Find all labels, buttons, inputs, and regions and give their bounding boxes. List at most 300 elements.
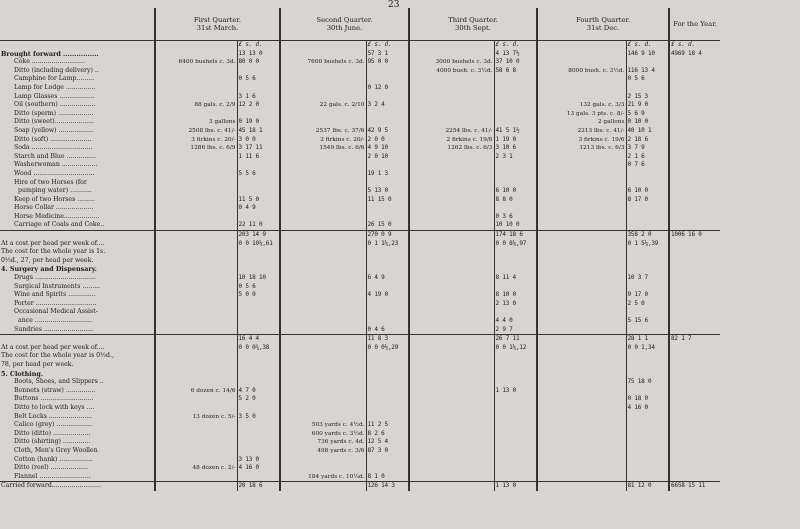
quantity-cell — [409, 473, 494, 482]
quantity-cell — [280, 404, 366, 413]
amount-cell: 0 0 0½,29 — [366, 344, 409, 353]
amount-cell — [669, 473, 720, 482]
quantity-cell — [280, 326, 366, 335]
amount-cell: 58 6 8 — [494, 67, 537, 76]
lsd-header-q2: £ s. d. — [366, 41, 409, 50]
amount-cell — [494, 265, 537, 274]
amount-cell: 2 0 10 — [366, 153, 409, 162]
amount-cell — [626, 473, 669, 482]
row-label: Porter ............................... — [14, 299, 97, 307]
amount-cell: 12 5 4 — [366, 438, 409, 447]
amount-cell — [366, 456, 409, 465]
amount-cell: 3 7 9 — [626, 144, 669, 153]
quantity-cell — [537, 161, 626, 170]
amount-cell — [494, 464, 537, 473]
quantity-cell — [537, 204, 626, 213]
amount-cell — [669, 430, 720, 439]
quantity-cell — [409, 118, 494, 127]
amount-cell — [626, 308, 669, 317]
table-row — [0, 404, 720, 413]
quantity-cell — [537, 248, 626, 257]
table-row — [0, 84, 720, 93]
quantity-cell: 498 yards c. 3/6 — [280, 447, 366, 456]
amount-cell — [494, 118, 537, 127]
quantity-cell — [280, 413, 366, 422]
amount-cell — [366, 75, 409, 84]
amount-cell: 358 2 0 — [626, 231, 669, 240]
quantity-cell — [280, 196, 366, 205]
amount-cell — [669, 352, 720, 361]
row-label: Oil (southern) .................. — [14, 101, 96, 109]
amount-cell: 3 13 0 — [237, 456, 280, 465]
row-label: Horse Medicine.................. — [14, 212, 100, 220]
amount-cell — [669, 204, 720, 213]
table-row — [0, 361, 720, 370]
amount-cell: 4 4 0 — [494, 317, 537, 326]
quantity-cell — [155, 67, 237, 76]
amount-cell — [366, 265, 409, 274]
amount-cell: 10 3 7 — [626, 274, 669, 283]
amount-cell: 22 11 0 — [237, 221, 280, 230]
amount-cell — [669, 221, 720, 230]
amount-cell — [669, 58, 720, 67]
amount-cell: 1 19 0 — [494, 136, 537, 145]
quantity-cell — [280, 308, 366, 317]
amount-cell — [494, 395, 537, 404]
quantity-cell — [155, 378, 237, 387]
q2-header: Second Quarter. 30th June. — [280, 8, 409, 41]
row-label: Coke ........................... — [14, 58, 85, 66]
amount-cell: 4 9 10 — [366, 144, 409, 153]
amount-cell — [626, 170, 669, 179]
amount-cell: 203 14 9 — [237, 231, 280, 240]
quantity-cell: 7600 bushels c. 3d. — [280, 58, 366, 67]
amount-cell: 75 18 0 — [626, 378, 669, 387]
quantity-cell — [537, 344, 626, 353]
amount-cell: 5 15 6 — [626, 317, 669, 326]
quantity-cell — [280, 75, 366, 84]
amount-cell: 8 17 0 — [626, 196, 669, 205]
row-label: Ditto (including delivery) .. — [14, 66, 99, 74]
row-label: Ditto (sperm) .................. — [14, 109, 94, 117]
amount-cell: 13 13 0 — [237, 50, 280, 59]
row-label: Starch and Blue ............... — [14, 152, 97, 160]
amount-cell: 0 4 6 — [366, 326, 409, 335]
quantity-cell — [537, 404, 626, 413]
quantity-cell — [280, 291, 366, 300]
amount-cell — [237, 317, 280, 326]
amount-cell: 5 13 0 — [366, 187, 409, 196]
amount-cell: 8 10 0 — [494, 291, 537, 300]
amount-cell — [237, 179, 280, 188]
quantity-cell — [409, 291, 494, 300]
amount-cell: 16 4 4 — [237, 335, 280, 344]
table-row — [0, 447, 720, 456]
quantity-cell — [409, 335, 494, 344]
amount-cell: 174 18 6 — [494, 231, 537, 240]
amount-cell: 1 11 6 — [237, 153, 280, 162]
amount-cell: 45 18 1 — [237, 127, 280, 136]
amount-cell: 1 13 0 — [494, 482, 537, 491]
amount-cell — [494, 170, 537, 179]
quantity-cell: 132 gals. c. 3/3 — [537, 101, 626, 110]
quantity-cell — [155, 213, 237, 222]
quantity-cell — [537, 308, 626, 317]
quantity-cell — [409, 352, 494, 361]
quantity-cell — [155, 421, 237, 430]
amount-cell — [626, 179, 669, 188]
amount-cell — [626, 221, 669, 230]
quantity-cell — [409, 161, 494, 170]
amount-cell — [494, 370, 537, 379]
amount-cell: 2 3 1 — [494, 153, 537, 162]
quantity-cell — [155, 248, 237, 257]
row-label: ance ............................. — [18, 317, 92, 324]
amount-cell: 11 8 3 — [366, 335, 409, 344]
quantity-cell — [155, 153, 237, 162]
amount-cell — [669, 300, 720, 309]
quantity-cell — [537, 240, 626, 249]
amount-cell — [366, 464, 409, 473]
table-row — [0, 136, 720, 145]
table-row — [0, 231, 720, 240]
quantity-cell: 1549 lbs. c. 6/6 — [280, 144, 366, 153]
table-row — [0, 291, 720, 300]
quantity-cell: 8000 bush. c. 3½d. — [537, 67, 626, 76]
row-label: 0½d., 27, per head per week. — [1, 256, 94, 264]
amount-cell — [494, 404, 537, 413]
quantity-cell: 3000 bushels c. 3d. — [409, 58, 494, 67]
amount-cell — [669, 274, 720, 283]
lsd-header-year: £ s. d. — [669, 41, 720, 50]
quantity-cell: 3 firkins c. 19/6 — [537, 136, 626, 145]
table-row — [0, 473, 720, 482]
amount-cell: 0 5 6 — [237, 283, 280, 292]
table-row — [0, 101, 720, 110]
amount-cell: 8 8 0 — [494, 196, 537, 205]
quantity-cell — [280, 300, 366, 309]
amount-cell: 2 9 7 — [494, 326, 537, 335]
amount-cell — [494, 179, 537, 188]
table-row — [0, 110, 720, 119]
table-row — [0, 93, 720, 102]
amount-cell — [494, 473, 537, 482]
lsd-header-q4: £ s. d. — [626, 41, 669, 50]
quantity-cell — [155, 265, 237, 274]
amount-cell — [626, 438, 669, 447]
amount-cell — [237, 370, 280, 379]
quantity-cell — [280, 153, 366, 162]
quantity-cell — [409, 361, 494, 370]
quantity-cell — [409, 326, 494, 335]
amount-cell — [669, 127, 720, 136]
amount-cell — [669, 67, 720, 76]
quantity-cell — [409, 75, 494, 84]
amount-cell — [494, 204, 537, 213]
amount-cell — [237, 248, 280, 257]
row-label: Soda ............................... — [14, 144, 93, 152]
table-row — [0, 317, 720, 326]
row-label: pumping water) ........... — [18, 187, 92, 195]
quantity-cell — [409, 300, 494, 309]
table-row — [0, 370, 720, 379]
quantity-cell — [155, 326, 237, 335]
amount-cell — [366, 204, 409, 213]
quantity-cell — [409, 456, 494, 465]
quantity-cell — [537, 430, 626, 439]
amount-cell — [669, 317, 720, 326]
quantity-cell — [537, 317, 626, 326]
table-row — [0, 413, 720, 422]
table-row — [0, 187, 720, 196]
row-label: Ditto (shirting) .............. — [14, 438, 91, 446]
amount-cell: 28 1 1 — [626, 335, 669, 344]
quantity-cell — [155, 404, 237, 413]
amount-cell — [626, 370, 669, 379]
amount-cell: 2 18 6 — [626, 136, 669, 145]
quantity-cell — [155, 335, 237, 344]
table-row — [0, 421, 720, 430]
amount-cell — [626, 447, 669, 456]
quantity-cell — [155, 274, 237, 283]
amount-cell — [669, 413, 720, 422]
quantity-cell — [537, 75, 626, 84]
amount-cell — [669, 421, 720, 430]
amount-cell: 9 17 0 — [626, 291, 669, 300]
quantity-cell — [537, 438, 626, 447]
amount-cell: 4969 18 4 — [669, 50, 720, 59]
quantity-cell: 2 firkins c. 19/6 — [409, 136, 494, 145]
quantity-cell — [537, 265, 626, 274]
quantity-cell — [280, 110, 366, 119]
quantity-cell — [155, 170, 237, 179]
quantity-cell — [155, 84, 237, 93]
quantity-cell: 2213 lbs. c. 41/- — [537, 127, 626, 136]
quantity-cell — [280, 221, 366, 230]
amount-cell — [669, 464, 720, 473]
amount-cell — [626, 430, 669, 439]
amount-cell — [494, 352, 537, 361]
row-label: 4. Surgery and Dispensary. — [1, 265, 97, 274]
page-number: 23 — [388, 0, 400, 10]
quantity-cell — [537, 50, 626, 59]
amount-cell — [494, 283, 537, 292]
amount-cell: 0 0 1,34 — [626, 344, 669, 353]
quantity-cell — [409, 430, 494, 439]
amount-cell — [494, 413, 537, 422]
quantity-cell — [280, 161, 366, 170]
quantity-cell — [155, 473, 237, 482]
row-label: Flannel .......................... — [14, 472, 91, 480]
amount-cell: 2 15 3 — [626, 93, 669, 102]
quantity-cell — [409, 110, 494, 119]
quantity-cell — [409, 274, 494, 283]
quantity-cell: 736 yards c. 4d. — [280, 438, 366, 447]
amount-cell — [237, 308, 280, 317]
quantity-cell — [537, 387, 626, 396]
quantity-cell — [409, 204, 494, 213]
amount-cell: 0 0 1¼,12 — [494, 344, 537, 353]
table-row — [0, 127, 720, 136]
amount-cell — [366, 300, 409, 309]
amount-cell: 26 7 11 — [494, 335, 537, 344]
amount-cell — [237, 265, 280, 274]
amount-cell — [669, 361, 720, 370]
quantity-cell — [537, 464, 626, 473]
quantity-cell — [409, 344, 494, 353]
amount-cell — [237, 430, 280, 439]
quantity-cell — [409, 179, 494, 188]
amount-cell — [366, 413, 409, 422]
amount-cell: 146 9 10 — [626, 50, 669, 59]
quantity-cell — [409, 170, 494, 179]
amount-cell — [669, 161, 720, 170]
quantity-cell — [409, 283, 494, 292]
amount-cell — [366, 370, 409, 379]
amount-cell — [494, 84, 537, 93]
quantity-cell — [280, 67, 366, 76]
amount-cell — [494, 361, 537, 370]
amount-cell: 4 16 0 — [626, 404, 669, 413]
amount-cell: 21 9 0 — [626, 101, 669, 110]
row-label: Belt Locks ...................... — [14, 412, 93, 420]
amount-cell — [366, 118, 409, 127]
quantity-cell — [537, 473, 626, 482]
amount-cell: 0 7 6 — [626, 161, 669, 170]
table-row — [0, 161, 720, 170]
quantity-cell — [155, 204, 237, 213]
amount-cell: 3 5 0 — [237, 413, 280, 422]
row-label: At a cost per head per week of.... — [1, 239, 105, 247]
quantity-cell: 600 yards c. 3½d. — [280, 430, 366, 439]
row-label: Buttons ........................... — [14, 395, 94, 403]
table-row — [0, 170, 720, 179]
row-label — [0, 231, 155, 240]
table-row — [0, 118, 720, 127]
amount-cell: 116 13 4 — [626, 67, 669, 76]
quantity-cell — [155, 456, 237, 465]
quantity-cell: 2254 lbs. c. 41/- — [409, 127, 494, 136]
quantity-cell — [537, 300, 626, 309]
quantity-cell — [155, 196, 237, 205]
quantity-cell — [537, 378, 626, 387]
quantity-cell — [280, 464, 366, 473]
amount-cell: 2 0 0 — [366, 136, 409, 145]
quantity-cell — [537, 421, 626, 430]
amount-cell — [366, 395, 409, 404]
quantity-cell: 2508 lbs. c. 41/- — [155, 127, 237, 136]
amount-cell — [669, 265, 720, 274]
quantity-cell — [409, 231, 494, 240]
amount-cell — [669, 170, 720, 179]
quantity-cell — [155, 352, 237, 361]
amount-cell — [669, 179, 720, 188]
table-row — [0, 274, 720, 283]
amount-cell — [494, 75, 537, 84]
quantity-cell — [409, 438, 494, 447]
amount-cell — [626, 248, 669, 257]
amount-cell — [366, 387, 409, 396]
amount-cell: 8 2 6 — [366, 430, 409, 439]
quantity-cell — [155, 231, 237, 240]
quantity-cell — [280, 93, 366, 102]
quantity-cell — [537, 447, 626, 456]
amount-cell: 10 18 10 — [237, 274, 280, 283]
amount-cell — [669, 370, 720, 379]
amount-cell — [669, 136, 720, 145]
quantity-cell — [280, 395, 366, 404]
amount-cell — [626, 204, 669, 213]
amount-cell: 2 13 0 — [494, 300, 537, 309]
amount-cell: 0 0 10¼,61 — [237, 240, 280, 249]
amount-cell: 20 18 6 — [237, 482, 280, 491]
quantity-cell — [155, 430, 237, 439]
table-row — [0, 308, 720, 317]
quantity-cell: 4000 bush. c. 3½d. — [409, 67, 494, 76]
amount-cell — [626, 413, 669, 422]
quantity-cell — [155, 300, 237, 309]
amount-cell: 11 5 0 — [237, 196, 280, 205]
amount-cell: 12 2 0 — [237, 101, 280, 110]
amount-cell — [237, 110, 280, 119]
amount-cell: 3 0 0 — [237, 136, 280, 145]
row-label: Ditto (reel) ................... — [14, 464, 89, 472]
quantity-cell — [280, 187, 366, 196]
quantity-cell — [280, 257, 366, 266]
table-row — [0, 482, 720, 491]
quantity-cell — [155, 482, 237, 491]
quantity-cell — [409, 387, 494, 396]
amount-cell — [366, 67, 409, 76]
table-row — [0, 75, 720, 84]
table-row — [0, 196, 720, 205]
quantity-cell — [409, 187, 494, 196]
row-label: Wine and Spirits .............. — [14, 291, 96, 299]
quantity-cell — [280, 118, 366, 127]
quantity-cell — [280, 213, 366, 222]
row-label: Horse Collar ................... — [14, 204, 94, 212]
row-label: Lamp Glasses .................. — [14, 92, 95, 100]
amount-cell — [237, 447, 280, 456]
quantity-cell — [409, 248, 494, 257]
amount-cell — [494, 101, 537, 110]
quantity-cell — [409, 464, 494, 473]
amount-cell — [494, 257, 537, 266]
amount-cell — [366, 161, 409, 170]
quantity-cell — [409, 265, 494, 274]
amount-cell: 8 11 4 — [494, 274, 537, 283]
amount-cell — [669, 404, 720, 413]
amount-cell — [366, 110, 409, 119]
row-label: Cloth, Men's Grey Woollen — [14, 446, 98, 454]
amount-cell — [626, 352, 669, 361]
table-row — [0, 283, 720, 292]
quantity-cell — [280, 248, 366, 257]
quantity-cell — [155, 50, 237, 59]
row-label: Brought forward ................ — [1, 49, 99, 58]
quantity-cell — [155, 361, 237, 370]
amount-cell: 126 14 3 — [366, 482, 409, 491]
row-label: Ditto (soft) ..................... — [14, 135, 92, 143]
row-label: The cost for the whole year is 0½d., — [1, 352, 114, 360]
quantity-cell — [280, 240, 366, 249]
amount-cell: 8 1 0 — [366, 473, 409, 482]
amount-cell — [366, 213, 409, 222]
row-label: Bonnets (straw) ............... — [14, 386, 96, 394]
amount-cell: 5 5 6 — [237, 170, 280, 179]
quantity-cell — [537, 395, 626, 404]
amount-cell: 5 6 9 — [626, 110, 669, 119]
